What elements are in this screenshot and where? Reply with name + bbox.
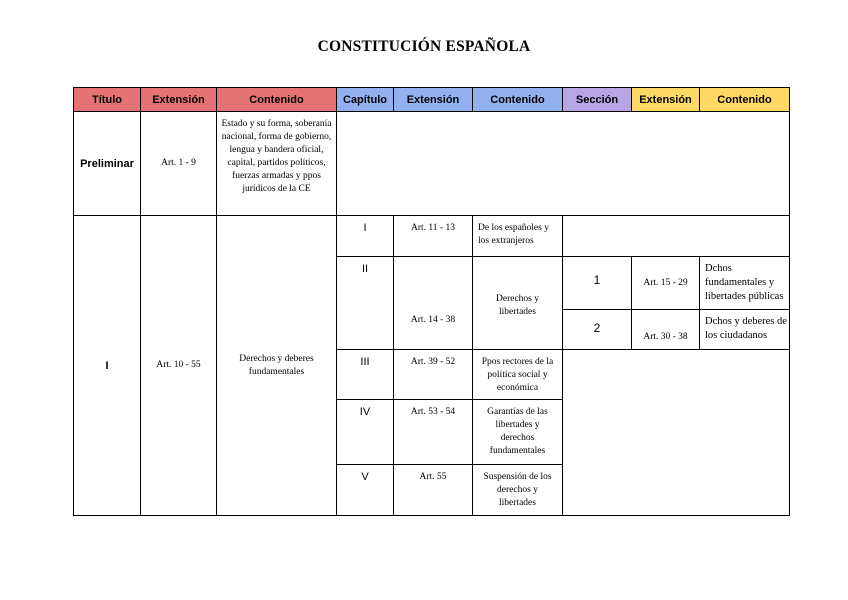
- capitulo-i-name: I: [336, 215, 394, 257]
- capitulo-i-extension: Art. 11 - 13: [393, 215, 473, 257]
- capitulo-ii-contenido: Derechos y libertades: [472, 256, 563, 350]
- capitulo-ii-name: II: [336, 256, 394, 350]
- capitulo-v-extension: Art. 55: [393, 464, 473, 516]
- seccion-1-contenido: Dchos fundamentales y libertades públicas: [699, 256, 790, 310]
- capitulo-iv-contenido: Garantías de las libertades y derechos fundamentales: [472, 399, 563, 465]
- seccion-2-contenido: Dchos y deberes de los ciudadanos: [699, 309, 790, 350]
- header-contenido-titulo: Contenido: [216, 87, 337, 112]
- titulo-i-extension: Art. 10 - 55: [140, 215, 217, 516]
- capitulo-iv-name: IV: [336, 399, 394, 465]
- header-extension-capitulo: Extensión: [393, 87, 473, 112]
- document-title: CONSTITUCIÓN ESPAÑOLA: [317, 38, 531, 55]
- capitulo-i-contenido: De los españoles y los extranjeros: [472, 215, 563, 257]
- header-contenido-capitulo: Contenido: [472, 87, 563, 112]
- header-extension-titulo: Extensión: [140, 87, 217, 112]
- capitulo-iii-contenido: Ppos rectores de la política social y económica: [472, 349, 563, 400]
- header-titulo: Título: [73, 87, 141, 112]
- capitulos-iii-v-empty: [562, 349, 790, 516]
- capitulo-v-contenido: Suspensión de los derechos y libertades: [472, 464, 563, 516]
- capitulo-iv-extension: Art. 53 - 54: [393, 399, 473, 465]
- capitulo-iii-extension: Art. 39 - 52: [393, 349, 473, 400]
- titulo-preliminar-name: Preliminar: [73, 111, 141, 216]
- titulo-i-name: I: [73, 215, 141, 516]
- titulo-preliminar-extension: Art. 1 - 9: [140, 111, 217, 216]
- titulo-i-right-border: [562, 215, 790, 257]
- titulo-preliminar-empty: [336, 111, 790, 216]
- seccion-2-extension: Art. 30 - 38: [631, 309, 700, 350]
- capitulo-ii-extension: Art. 14 - 38: [393, 256, 473, 350]
- titulo-i-contenido: Derechos y deberes fundamentales: [216, 215, 337, 516]
- seccion-2-name: 2: [562, 309, 632, 350]
- header-contenido-seccion: Contenido: [699, 87, 790, 112]
- header-extension-seccion: Extensión: [631, 87, 700, 112]
- titulo-preliminar-contenido: Estado y su forma, soberanía nacional, forma de gobierno, lengua y bandera oficial, capital, partidos políticos, fuerzas armadas y ppos jurídicos de la CE: [216, 111, 337, 216]
- capitulo-iii-name: III: [336, 349, 394, 400]
- capitulo-v-name: V: [336, 464, 394, 516]
- header-capitulo: Capítulo: [336, 87, 394, 112]
- seccion-1-name: 1: [562, 256, 632, 310]
- header-seccion: Sección: [562, 87, 632, 112]
- seccion-1-extension: Art. 15 - 29: [631, 256, 700, 310]
